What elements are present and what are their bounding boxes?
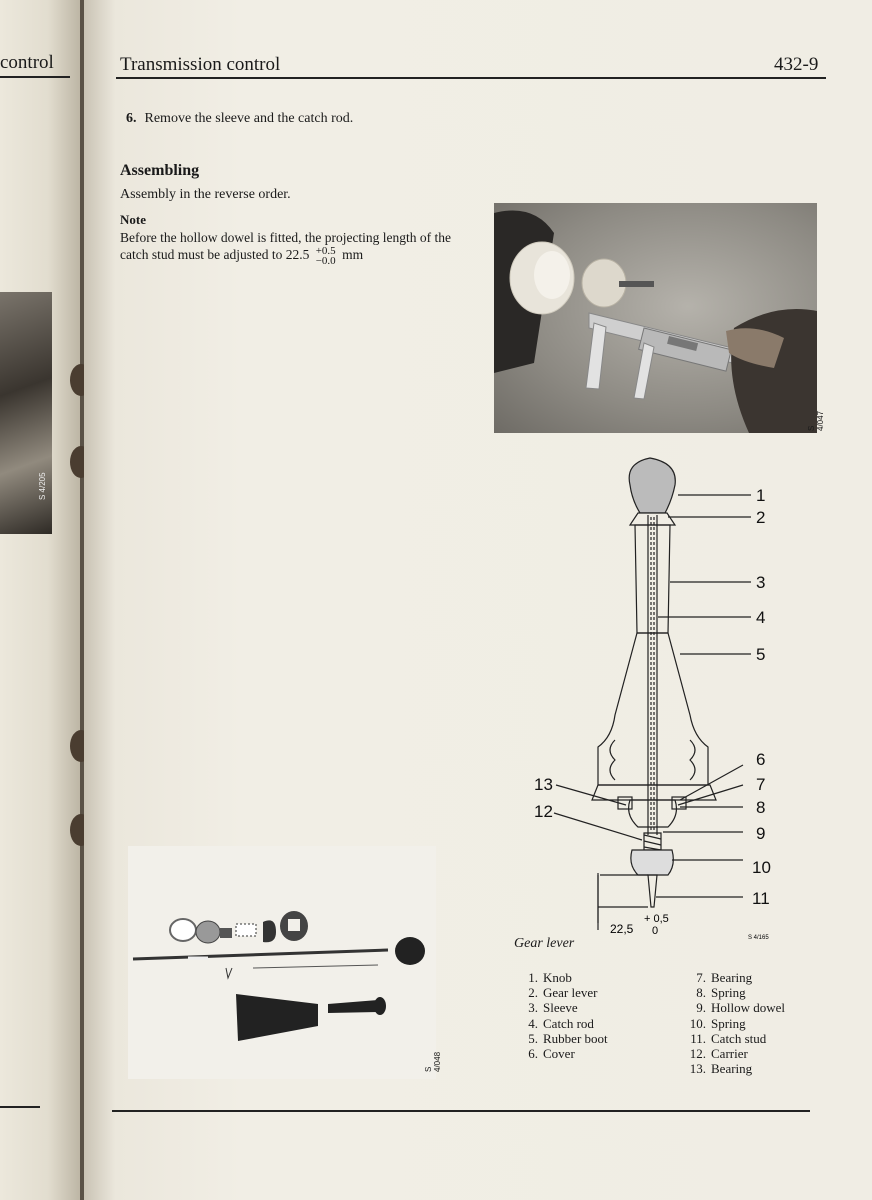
note-tol-plus: +0.5 xyxy=(315,245,336,257)
callout-13: 13 xyxy=(534,775,553,794)
step-text: Remove the sleeve and the catch rod. xyxy=(144,111,354,126)
callout-11: 11 xyxy=(752,889,770,908)
note-tolerance xyxy=(316,246,336,266)
page-title: Transmission control xyxy=(120,54,281,75)
gear-lever-drawing xyxy=(530,455,790,945)
legend-left xyxy=(518,970,608,1061)
note-body: Before the hollow dowel is fitted, the projecting length of the catch stud must be adjusted to 22.5 xyxy=(120,230,452,263)
callout-7: 7 xyxy=(756,775,766,794)
dimension-tol-plus: + 0,5 xyxy=(644,913,669,925)
legend-item: 5. Rubber boot xyxy=(528,1030,608,1046)
caliper-photo xyxy=(494,203,825,433)
note-text xyxy=(120,229,460,266)
legend-item: 4. Catch rod xyxy=(528,1015,594,1031)
diagram-code: S 4/165 xyxy=(748,935,769,941)
legend-item: 2. Gear lever xyxy=(528,985,598,1001)
left-page-bottom-rule xyxy=(0,1106,40,1108)
legend-item: 6. Cover xyxy=(528,1046,575,1062)
legend-item: 12. Carrier xyxy=(689,1046,748,1062)
caliper-photo-illustration xyxy=(494,203,817,433)
page-number: 432-9 xyxy=(774,54,819,75)
left-facing-page xyxy=(0,0,80,1200)
step-number: 6. xyxy=(126,111,137,126)
callout-5: 5 xyxy=(756,645,766,664)
parts-photo-illustration xyxy=(128,846,436,1079)
callout-10: 10 xyxy=(752,858,771,877)
legend-item: 8. Spring xyxy=(696,985,746,1001)
legend-item: 1. Knob xyxy=(528,970,572,985)
note-label: Note xyxy=(120,212,146,227)
callout-9: 9 xyxy=(756,824,766,843)
step-6 xyxy=(126,111,353,127)
callout-3: 3 xyxy=(756,573,766,592)
gear-lever-diagram xyxy=(530,455,790,945)
dimension-value: 22,5 xyxy=(610,922,634,936)
dimension-tol-minus: 0 xyxy=(652,925,659,937)
legend-item: 7. Bearing xyxy=(696,970,753,985)
legend-item: 10. Spring xyxy=(689,1015,746,1031)
figure-caption: Gear lever xyxy=(514,936,575,951)
note-unit: mm xyxy=(342,247,364,263)
callout-1: 1 xyxy=(756,486,766,505)
left-page-rule xyxy=(0,76,70,78)
left-page-title: control xyxy=(0,52,54,73)
note-tol-minus: −0.0 xyxy=(315,255,336,267)
photo2-code: S 4/048 xyxy=(424,1051,442,1072)
legend-right xyxy=(686,970,785,1076)
assembling-text: Assembly in the reverse order. xyxy=(120,187,291,202)
assembling-heading: Assembling xyxy=(120,162,200,179)
legend-item: 13. Bearing xyxy=(689,1061,753,1077)
footer-rule xyxy=(112,1110,810,1112)
callout-4: 4 xyxy=(756,608,766,627)
left-photo-code: S 4/205 xyxy=(38,472,47,500)
callout-6: 6 xyxy=(756,750,766,769)
legend-item: 9. Hollow dowel xyxy=(696,1000,786,1016)
legend-item: 3. Sleeve xyxy=(528,1000,578,1016)
legend-item: 11. Catch stud xyxy=(690,1030,767,1046)
callout-8: 8 xyxy=(756,798,766,817)
callout-12: 12 xyxy=(534,802,553,821)
photo1-code: S 4/047 xyxy=(807,410,825,431)
callout-2: 2 xyxy=(756,508,766,527)
parts-photo xyxy=(128,846,442,1079)
header-rule xyxy=(116,77,826,79)
